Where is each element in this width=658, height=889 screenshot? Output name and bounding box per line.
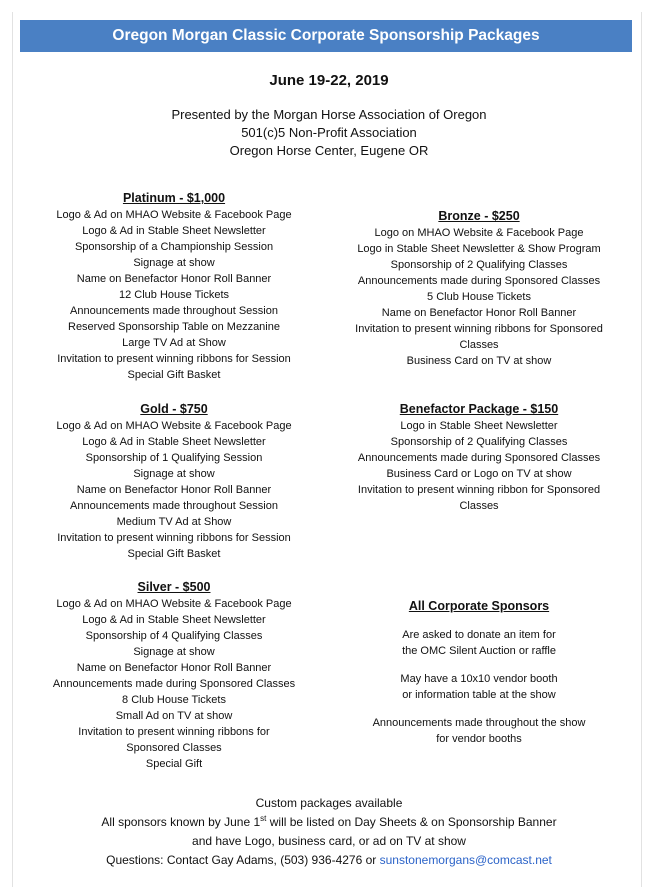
corporate-sponsors: [338, 598, 620, 747]
platinum-heading: Platinum - $1,000: [122, 191, 226, 205]
corporate-heading: All Corporate Sponsors: [408, 599, 550, 613]
package-item: Name on Benefactor Honor Roll Banner: [381, 307, 577, 319]
package-item: Announcements made during Sponsored Classes: [357, 452, 601, 464]
package-item: Logo & Ad in Stable Sheet Newsletter: [82, 436, 266, 448]
package-item: Logo & Ad in Stable Sheet Newsletter: [82, 614, 266, 626]
package-item: Logo on MHAO Website & Facebook Page: [374, 227, 584, 239]
package-item: Reserved Sponsorship Table on Mezzanine: [68, 321, 280, 333]
package-item: Logo & Ad on MHAO Website & Facebook Page: [56, 420, 292, 432]
presenter-line: 501(c)5 Non-Profit Association: [241, 125, 417, 140]
silver-package: [40, 579, 308, 772]
contact-text: Questions: Contact Gay Adams, (503) 936-4276 or: [106, 853, 380, 867]
package-item: Announcements made throughout Session: [70, 305, 278, 317]
package-item: Announcements made during Sponsored Classes: [52, 678, 296, 690]
package-item: Business Card or Logo on TV at show: [386, 468, 572, 480]
gold-heading: Gold - $750: [140, 402, 208, 416]
presenter-block: [0, 106, 658, 160]
footer-line: [0, 851, 658, 870]
corporate-line: Are asked to donate an item for: [402, 629, 556, 641]
corporate-line: for vendor booths: [436, 733, 522, 745]
bronze-heading: Bronze - $250: [438, 209, 520, 223]
package-item: Special Gift: [145, 758, 203, 770]
package-item: 8 Club House Tickets: [122, 694, 226, 706]
package-item: Logo & Ad in Stable Sheet Newsletter: [82, 225, 266, 237]
package-item: 12 Club House Tickets: [118, 289, 230, 301]
email-link[interactable]: sunstonemorgans@comcast.net: [379, 853, 552, 867]
package-item: Signage at show: [133, 468, 215, 480]
footer-text: All sponsors known by June 1: [101, 815, 261, 829]
gold-package: [40, 401, 308, 562]
package-item: Sponsorship of 1 Qualifying Session: [85, 452, 263, 464]
package-item: Signage at show: [133, 646, 215, 658]
package-item: Invitation to present winning ribbons for Sponsored Classes: [355, 323, 603, 351]
corporate-line: or information table at the show: [402, 689, 556, 701]
package-item: Announcements made during Sponsored Classes: [357, 275, 601, 287]
bronze-package: [338, 208, 620, 369]
footer: [0, 794, 658, 870]
footer-line: [0, 813, 658, 832]
footer-text: will be listed on Day Sheets & on Sponsorship Banner: [266, 815, 557, 829]
footer-line: and have Logo, business card, or ad on TV at show: [192, 834, 466, 848]
footer-line: Custom packages available: [255, 796, 403, 810]
package-item: Logo & Ad on MHAO Website & Facebook Page: [56, 598, 292, 610]
presenter-line: Presented by the Morgan Horse Association of Oregon: [171, 107, 487, 122]
package-item: Invitation to present winning ribbon for Sponsored Classes: [357, 484, 601, 512]
package-item: 5 Club House Tickets: [427, 291, 531, 303]
package-item: Signage at show: [133, 257, 215, 269]
event-date: June 19-22, 2019: [269, 72, 389, 89]
package-item: Sponsorship of a Championship Session: [74, 241, 274, 253]
corporate-line: the OMC Silent Auction or raffle: [402, 645, 556, 657]
package-item: Invitation to present winning ribbons for Session: [57, 353, 291, 365]
package-item: Name on Benefactor Honor Roll Banner: [76, 484, 272, 496]
corporate-line: May have a 10x10 vendor booth: [400, 673, 558, 685]
package-item: Name on Benefactor Honor Roll Banner: [76, 273, 272, 285]
benefactor-heading: Benefactor Package - $150: [399, 402, 559, 416]
package-item: Sponsorship of 2 Qualifying Classes: [390, 436, 568, 448]
package-item: Name on Benefactor Honor Roll Banner: [76, 662, 272, 674]
package-item: Announcements made throughout Session: [70, 500, 278, 512]
footer-superscript: st: [260, 814, 267, 823]
package-item: Logo & Ad on MHAO Website & Facebook Page: [56, 209, 292, 221]
package-item: Business Card on TV at show: [406, 355, 552, 367]
silver-heading: Silver - $500: [137, 580, 211, 594]
package-item: Large TV Ad at Show: [122, 337, 226, 349]
benefactor-package: [338, 401, 620, 514]
package-item: Special Gift Basket: [127, 369, 221, 381]
corporate-line: Announcements made throughout the show: [372, 717, 586, 729]
platinum-package: [40, 190, 308, 383]
presenter-line: Oregon Horse Center, Eugene OR: [229, 143, 429, 158]
package-item: Sponsored Classes: [126, 742, 222, 754]
package-item: Sponsorship of 4 Qualifying Classes: [85, 630, 263, 642]
package-item: Medium TV Ad at Show: [116, 516, 232, 528]
title-banner: Oregon Morgan Classic Corporate Sponsorship Packages: [20, 20, 632, 52]
package-item: Logo in Stable Sheet Newsletter & Show Program: [357, 243, 601, 255]
package-item: Logo in Stable Sheet Newsletter: [400, 420, 558, 432]
package-item: Small Ad on TV at show: [115, 710, 233, 722]
package-item: Sponsorship of 2 Qualifying Classes: [390, 259, 568, 271]
package-item: Invitation to present winning ribbons for Session: [57, 532, 291, 544]
package-item: Invitation to present winning ribbons for: [78, 726, 270, 738]
package-item: Special Gift Basket: [127, 548, 221, 560]
